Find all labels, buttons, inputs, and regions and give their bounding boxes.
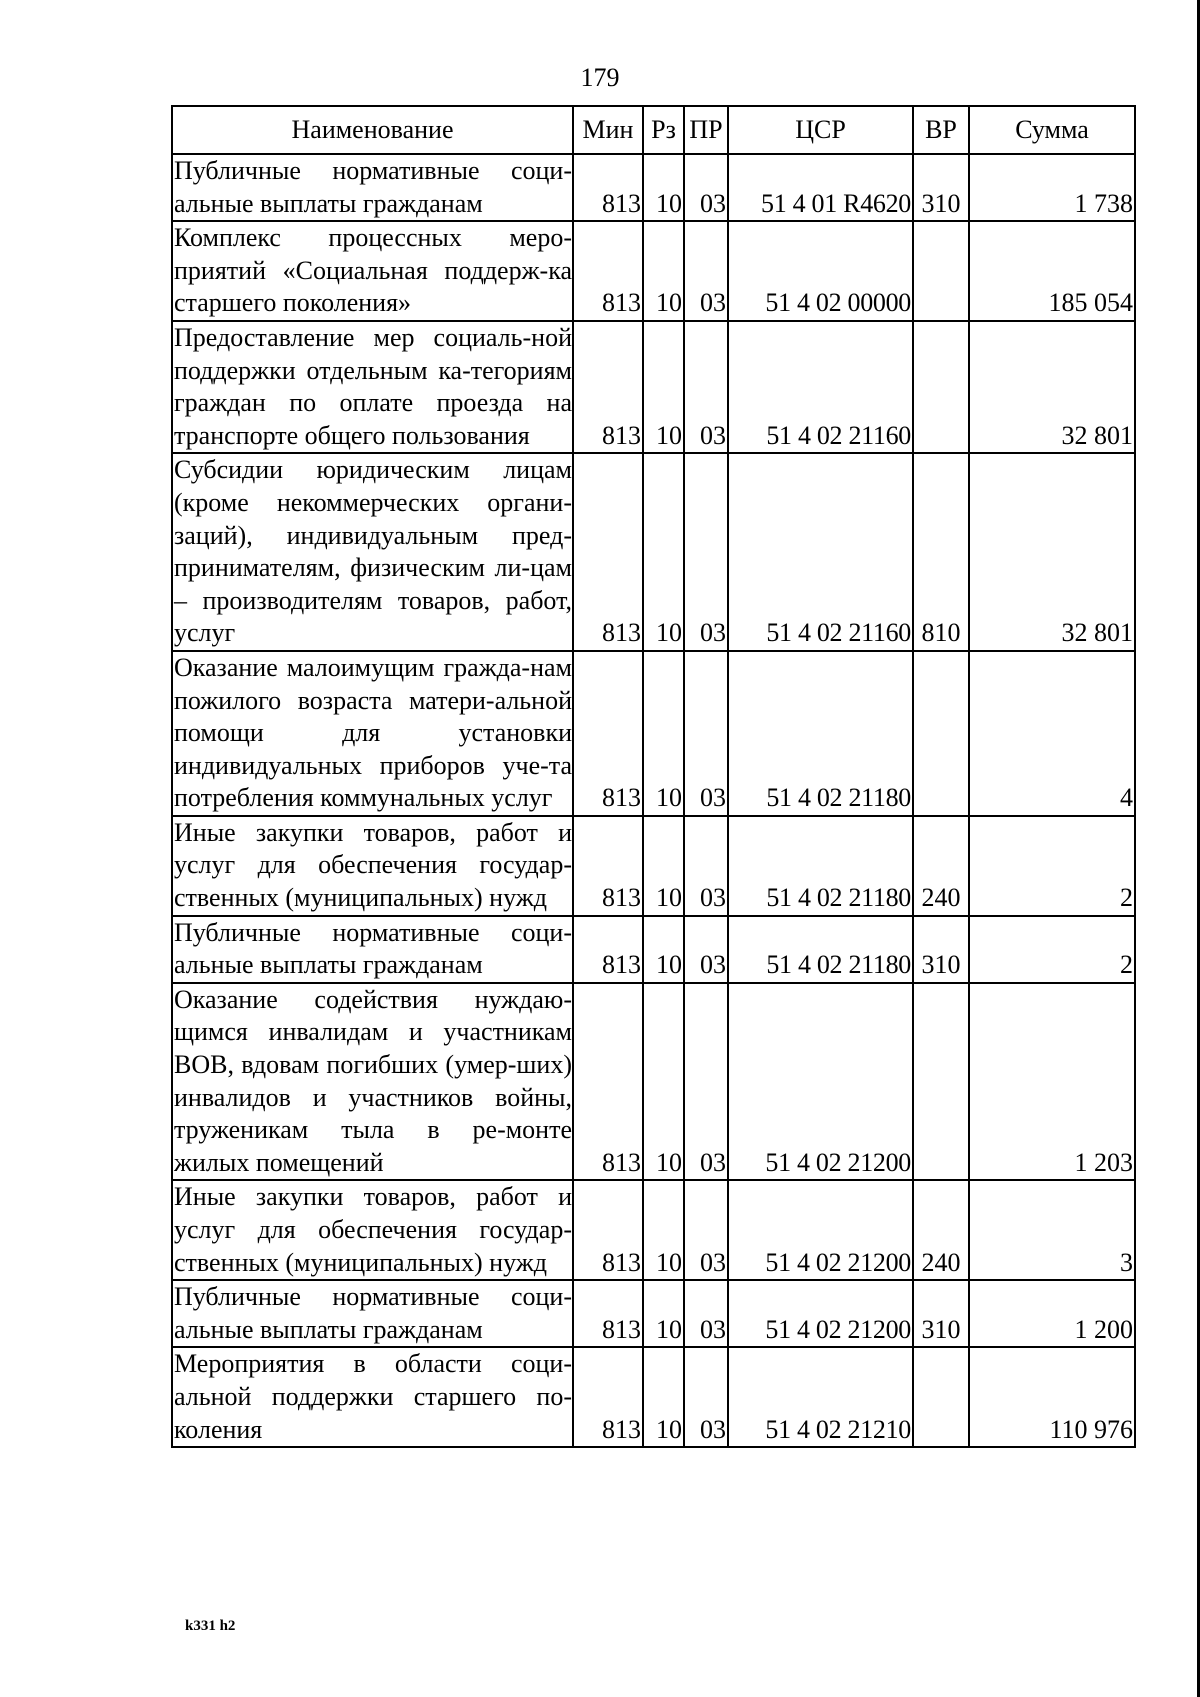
row-rz: 10 [643, 1347, 684, 1447]
header-min: Мин [573, 106, 643, 154]
row-csr: 51 4 02 21210 [728, 1347, 913, 1447]
row-min: 813 [573, 916, 643, 983]
row-pr: 03 [684, 983, 728, 1181]
row-min: 813 [573, 816, 643, 916]
row-name: Публичные нормативные соци-альные выплаты гражданам [172, 1280, 573, 1347]
table-row [172, 1280, 1135, 1347]
row-sum: 3 [969, 1180, 1135, 1280]
table-row [172, 453, 1135, 651]
row-csr: 51 4 02 21200 [728, 1280, 913, 1347]
row-sum: 1 200 [969, 1280, 1135, 1347]
row-pr: 03 [684, 453, 728, 651]
row-min: 813 [573, 321, 643, 453]
row-vr [913, 651, 969, 816]
header-csr: ЦСР [728, 106, 913, 154]
row-csr: 51 4 02 21180 [728, 916, 913, 983]
row-sum: 110 976 [969, 1347, 1135, 1447]
row-sum: 185 054 [969, 221, 1135, 321]
document-code: k331 h2 [185, 1618, 236, 1634]
row-pr: 03 [684, 651, 728, 816]
row-rz: 10 [643, 453, 684, 651]
row-vr: 310 [913, 1280, 969, 1347]
row-csr: 51 4 02 21200 [728, 1180, 913, 1280]
row-pr: 03 [684, 1280, 728, 1347]
table-row [172, 221, 1135, 321]
row-vr [913, 983, 969, 1181]
row-name: Публичные нормативные соци-альные выплаты гражданам [172, 916, 573, 983]
table-row [172, 651, 1135, 816]
header-sum: Сумма [969, 106, 1135, 154]
table-row [172, 916, 1135, 983]
row-name: Предоставление мер социаль-ной поддержки отдельным ка-тегориям граждан по оплате проезда на транспорте общего пользования [172, 321, 573, 453]
row-rz: 10 [643, 1280, 684, 1347]
row-name: Оказание содействия нуждаю-щимся инвалидам и участникам ВОВ, вдовам погибших (умер-ших) инвалидов и участников войны, труженикам тыла в ре-монте жилых помещений [172, 983, 573, 1181]
row-min: 813 [573, 1280, 643, 1347]
row-sum: 2 [969, 816, 1135, 916]
row-min: 813 [573, 154, 643, 221]
table-header-row [172, 106, 1135, 154]
row-min: 813 [573, 983, 643, 1181]
row-csr: 51 4 02 21160 [728, 453, 913, 651]
row-vr: 240 [913, 1180, 969, 1280]
row-sum: 4 [969, 651, 1135, 816]
row-pr: 03 [684, 154, 728, 221]
table-row [172, 816, 1135, 916]
row-vr [913, 1347, 969, 1447]
row-name: Иные закупки товаров, работ и услуг для обеспечения государ-ственных (муниципальных) нужд [172, 816, 573, 916]
table-row [172, 983, 1135, 1181]
row-min: 813 [573, 1347, 643, 1447]
row-pr: 03 [684, 816, 728, 916]
row-pr: 03 [684, 1347, 728, 1447]
row-vr: 310 [913, 916, 969, 983]
row-sum: 2 [969, 916, 1135, 983]
row-name: Оказание малоимущим гражда-нам пожилого возраста матери-альной помощи для установки индивидуальных приборов уче-та потребления коммунальных услуг [172, 651, 573, 816]
row-sum: 1 738 [969, 154, 1135, 221]
row-min: 813 [573, 453, 643, 651]
page-number: 179 [580, 63, 620, 92]
row-rz: 10 [643, 1180, 684, 1280]
row-min: 813 [573, 1180, 643, 1280]
header-vr: ВР [913, 106, 969, 154]
table-row [172, 1347, 1135, 1447]
table-row [172, 321, 1135, 453]
row-pr: 03 [684, 916, 728, 983]
row-name: Субсидии юридическим лицам (кроме некоммерческих органи-заций), индивидуальным пред-принимателям, физическим ли-цам – производителям товаров, работ, услуг [172, 453, 573, 651]
row-rz: 10 [643, 154, 684, 221]
row-name: Комплекс процессных меро-приятий «Социальная поддерж-ка старшего поколения» [172, 221, 573, 321]
row-rz: 10 [643, 816, 684, 916]
row-vr: 310 [913, 154, 969, 221]
header-pr: ПР [684, 106, 728, 154]
row-vr: 810 [913, 453, 969, 651]
row-csr: 51 4 02 21200 [728, 983, 913, 1181]
row-sum: 32 801 [969, 453, 1135, 651]
row-csr: 51 4 02 21180 [728, 651, 913, 816]
header-rz: Рз [643, 106, 684, 154]
row-csr: 51 4 01 R4620 [728, 154, 913, 221]
row-csr: 51 4 02 21180 [728, 816, 913, 916]
header-name: Наименование [172, 106, 573, 154]
row-pr: 03 [684, 321, 728, 453]
row-min: 813 [573, 221, 643, 321]
row-min: 813 [573, 651, 643, 816]
row-sum: 1 203 [969, 983, 1135, 1181]
row-pr: 03 [684, 221, 728, 321]
row-name: Мероприятия в области соци-альной поддержки старшего по-коления [172, 1347, 573, 1447]
table-row [172, 1180, 1135, 1280]
row-csr: 51 4 02 00000 [728, 221, 913, 321]
row-name: Иные закупки товаров, работ и услуг для обеспечения государ-ственных (муниципальных) нужд [172, 1180, 573, 1280]
row-vr [913, 221, 969, 321]
budget-table [171, 105, 1136, 1448]
row-vr [913, 321, 969, 453]
row-vr: 240 [913, 816, 969, 916]
row-pr: 03 [684, 1180, 728, 1280]
row-rz: 10 [643, 651, 684, 816]
row-rz: 10 [643, 221, 684, 321]
row-rz: 10 [643, 916, 684, 983]
row-name: Публичные нормативные соци-альные выплаты гражданам [172, 154, 573, 221]
table-row [172, 154, 1135, 221]
row-rz: 10 [643, 983, 684, 1181]
row-rz: 10 [643, 321, 684, 453]
row-sum: 32 801 [969, 321, 1135, 453]
row-csr: 51 4 02 21160 [728, 321, 913, 453]
